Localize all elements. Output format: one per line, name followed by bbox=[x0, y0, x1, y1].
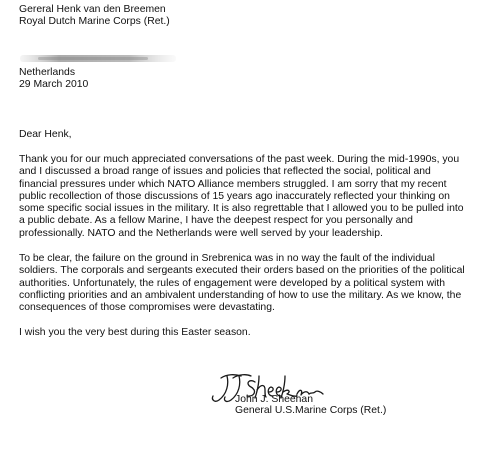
paragraph-line: a public debate. As a fellow Marine, I have the deepest respect for you personally and bbox=[19, 215, 413, 227]
paragraph-line: and I discussed a broad range of issues and policies that reflected the social, political and bbox=[19, 166, 431, 178]
letter-date: 29 March 2010 bbox=[19, 79, 89, 90]
paragraph-line: some specific social issues in the military. It is also regrettable that I allowed you to be pulled into bbox=[19, 203, 464, 215]
paragraph-line: conflicting priorities and an ambivalent understanding of how to use the military. As we know, the bbox=[19, 289, 462, 301]
recipient-title: Royal Dutch Marine Corps (Ret.) bbox=[19, 16, 170, 27]
paragraph-line: professionally. NATO and the Netherlands were well served by your leadership. bbox=[19, 227, 383, 239]
paragraph-line: I wish you the very best during this Easter season. bbox=[19, 327, 251, 338]
paragraph-2 bbox=[19, 253, 497, 314]
paragraph-line: To be clear, the failure on the ground in Srebrenica was in no way the fault of the individual bbox=[19, 253, 435, 264]
recipient-country: Netherlands bbox=[19, 67, 76, 78]
paragraph-line: consequences of those compromises were devastating. bbox=[19, 302, 275, 314]
recipient-name: Gereral Henk van den Breemen bbox=[19, 4, 166, 15]
paragraph-1 bbox=[19, 154, 497, 240]
paragraph-line: Thank you for our much appreciated conversations of the past week. During the mid-1990s, you bbox=[19, 154, 460, 165]
paragraph-line: soldiers. The corporals and sergeants executed their orders based on the priorities of the political bbox=[19, 265, 465, 277]
paragraph-3 bbox=[19, 327, 497, 339]
salutation: Dear Henk, bbox=[19, 129, 72, 140]
signatory-rank: General U.S.Marine Corps (Ret.) bbox=[235, 405, 387, 416]
signatory-name: John J. Sheehan bbox=[235, 394, 313, 405]
paragraph-line: public recollection of those discussions of 15 years ago inaccurately reflected your thinking on bbox=[19, 190, 450, 202]
paragraph-line: authorities. Unfortunately, the rules of engagement were developed by a political system with bbox=[19, 277, 446, 289]
redaction-smudge bbox=[18, 52, 178, 66]
paragraph-line: financial pressures under which NATO Alliance members struggled. I am sorry that my recent bbox=[19, 178, 447, 190]
